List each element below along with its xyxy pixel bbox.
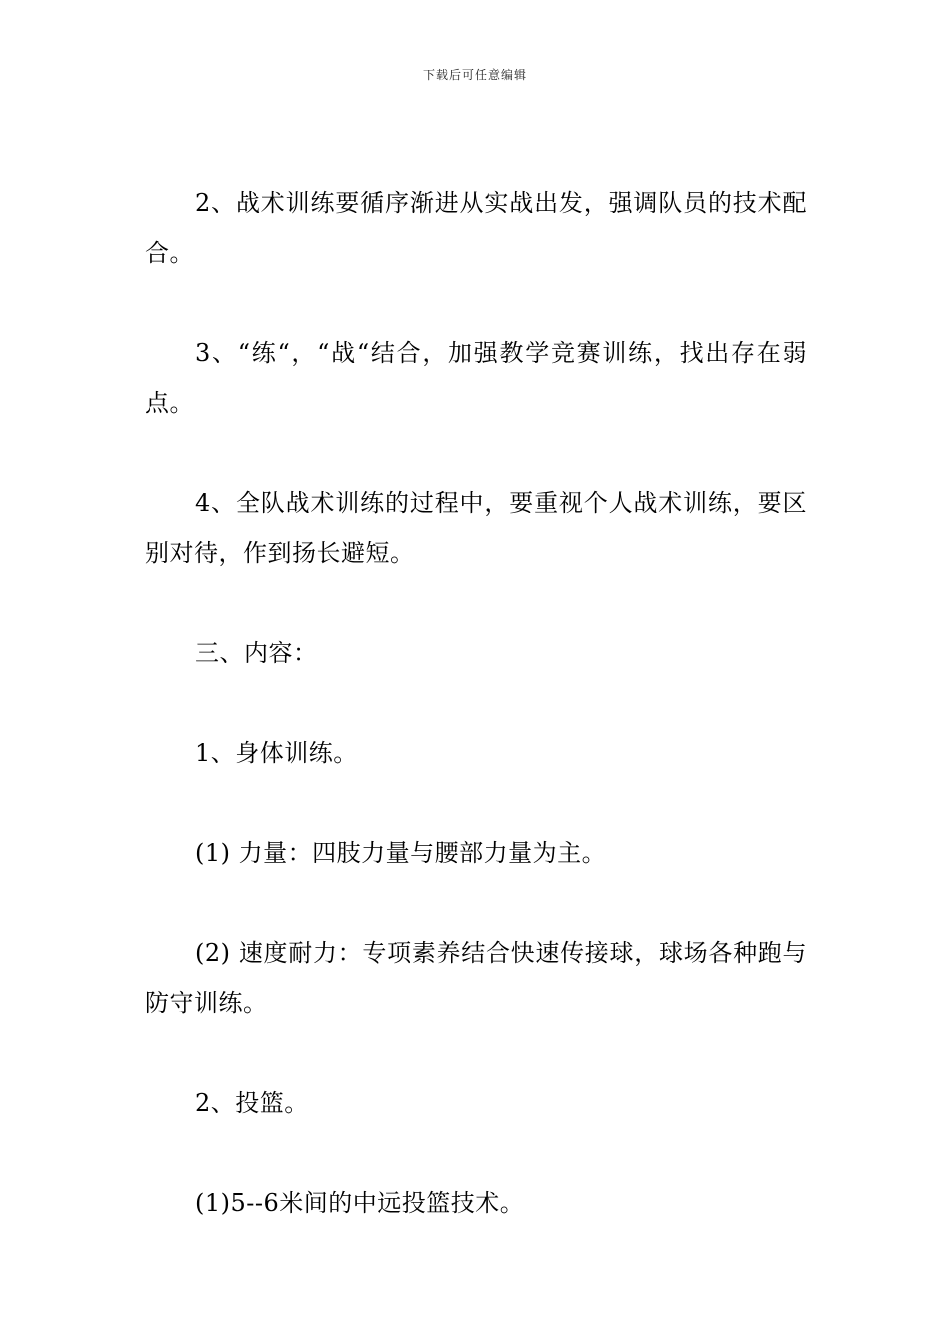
paragraph-mid-range-shooting: (1)5--6米间的中远投篮技术。 <box>195 1189 525 1217</box>
document-body <box>145 178 807 1228</box>
paragraph-speed-endurance: (2) 速度耐力：专项素养结合快速传接球，球场各种跑与防守训练。 <box>145 939 807 1017</box>
paragraph-practice-combat: 3、“练“，“战“结合，加强教学竞赛训练，找出存在弱点。 <box>145 339 807 417</box>
section-heading-content: 三、内容： <box>195 639 318 667</box>
paragraph-shooting: 2、投篮。 <box>195 1089 309 1117</box>
paragraph-individual-tactics: 4、全队战术训练的过程中，要重视个人战术训练，要区别对待，作到扬长避短。 <box>145 489 807 567</box>
paragraph-strength: (1) 力量：四肢力量与腰部力量为主。 <box>195 839 607 867</box>
paragraph-tactics-training: 2、战术训练要循序渐进从实战出发，强调队员的技术配合。 <box>145 189 807 267</box>
paragraph-physical-training: 1、身体训练。 <box>195 739 358 767</box>
page-header: 下载后可任意编辑 <box>422 68 527 82</box>
